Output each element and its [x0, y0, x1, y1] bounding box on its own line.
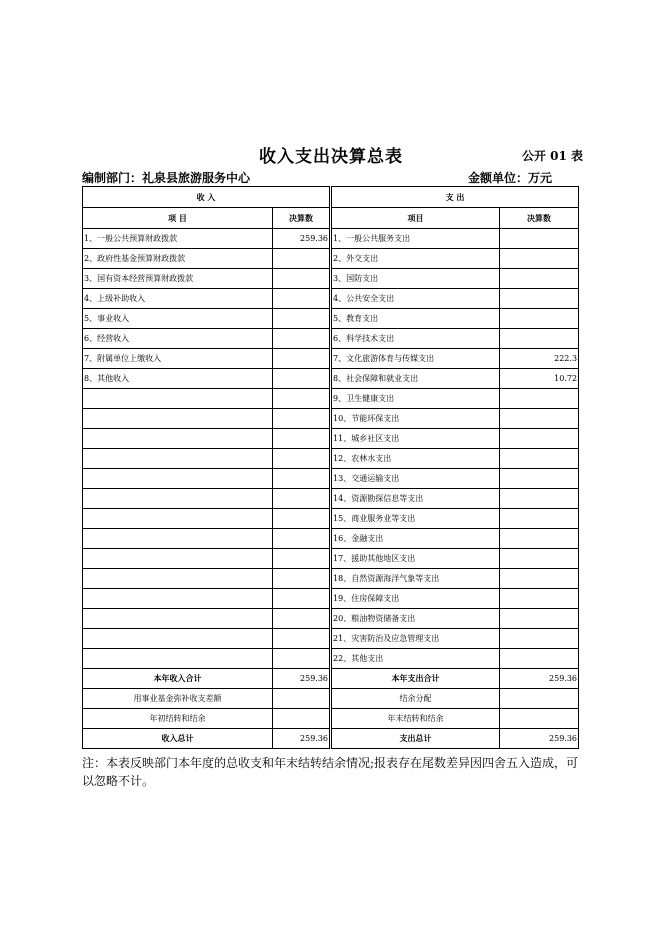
expense-item: 3、国防支出 — [332, 269, 500, 289]
summary-expense-item: 支出总计 — [332, 729, 500, 749]
summary-income-item: 用事业基金弥补收支差额 — [83, 689, 273, 709]
summary-expense-item: 年末结转和结余 — [332, 709, 500, 729]
summary-income-amount: 259.36 — [273, 729, 330, 749]
income-item — [83, 429, 273, 449]
expense-item: 2、外交支出 — [332, 249, 500, 269]
summary-expense-amount: 259.36 — [500, 669, 579, 689]
expense-header: 支 出 — [332, 187, 579, 208]
table-row — [83, 449, 579, 469]
income-item: 7、附属单位上缴收入 — [83, 349, 273, 369]
expense-amount — [500, 289, 579, 309]
table-row — [83, 469, 579, 489]
income-amount — [273, 629, 330, 649]
summary-row — [83, 729, 579, 749]
unit-label: 金额单位：万元 — [468, 171, 553, 185]
column-header-row — [83, 208, 579, 229]
income-item — [83, 529, 273, 549]
income-item — [83, 469, 273, 489]
table-row — [83, 329, 579, 349]
summary-expense-amount — [500, 689, 579, 709]
expense-item: 1、一般公共服务支出 — [332, 229, 500, 249]
income-item — [83, 449, 273, 469]
expense-amount — [500, 469, 579, 489]
table-row — [83, 249, 579, 269]
income-item — [83, 649, 273, 669]
table-row — [83, 269, 579, 289]
income-item — [83, 629, 273, 649]
expense-amount: 222.3 — [500, 349, 579, 369]
summary-income-item: 本年收入合计 — [83, 669, 273, 689]
summary-income-amount — [273, 689, 330, 709]
summary-expense-item: 本年支出合计 — [332, 669, 500, 689]
expense-item: 19、住房保障支出 — [332, 589, 500, 609]
expense-amount — [500, 309, 579, 329]
expense-item: 6、科学技术支出 — [332, 329, 500, 349]
table-row — [83, 349, 579, 369]
income-item — [83, 509, 273, 529]
income-amount — [273, 329, 330, 349]
expense-item: 20、粮油物资储备支出 — [332, 609, 500, 629]
table-row — [83, 509, 579, 529]
income-amount-header: 决算数 — [273, 208, 330, 229]
expense-item: 12、农林水支出 — [332, 449, 500, 469]
summary-income-item: 年初结转和结余 — [83, 709, 273, 729]
table-row — [83, 569, 579, 589]
expense-amount-header: 决算数 — [500, 208, 579, 229]
expense-amount: 10.72 — [500, 369, 579, 389]
expense-amount — [500, 449, 579, 469]
expense-amount — [500, 549, 579, 569]
table-row — [83, 309, 579, 329]
expense-amount — [500, 529, 579, 549]
expense-item: 15、商业服务业等支出 — [332, 509, 500, 529]
income-item-header: 项 目 — [83, 208, 273, 229]
income-amount — [273, 389, 330, 409]
income-amount — [273, 609, 330, 629]
expense-item: 7、文化旅游体育与传媒支出 — [332, 349, 500, 369]
expense-item: 17、援助其他地区支出 — [332, 549, 500, 569]
table-row — [83, 649, 579, 669]
income-amount: 259.36 — [273, 229, 330, 249]
income-amount — [273, 289, 330, 309]
expense-item: 10、节能环保支出 — [332, 409, 500, 429]
income-amount — [273, 309, 330, 329]
form-number: 公开 01 表 — [522, 149, 584, 163]
table-row — [83, 289, 579, 309]
summary-expense-amount: 259.36 — [500, 729, 579, 749]
expense-item: 8、社会保障和就业支出 — [332, 369, 500, 389]
table-row — [83, 529, 579, 549]
income-item — [83, 609, 273, 629]
income-item — [83, 389, 273, 409]
income-amount — [273, 409, 330, 429]
income-item: 6、经营收入 — [83, 329, 273, 349]
income-item — [83, 589, 273, 609]
table-row — [83, 229, 579, 249]
footnote: 注：本表反映部门本年度的总收支和年末结转结余情况;报表存在尾数差异因四舍五入造成，可以忽略不计。 — [82, 756, 579, 788]
income-item: 8、其他收入 — [83, 369, 273, 389]
table-row — [83, 389, 579, 409]
table-row — [83, 589, 579, 609]
summary-income-amount — [273, 709, 330, 729]
income-amount — [273, 569, 330, 589]
expense-item: 18、自然资源海洋气象等支出 — [332, 569, 500, 589]
income-item: 1、一般公共预算财政拨款 — [83, 229, 273, 249]
expense-amount — [500, 389, 579, 409]
expense-amount — [500, 329, 579, 349]
summary-expense-item: 结余分配 — [332, 689, 500, 709]
income-amount — [273, 589, 330, 609]
budget-table — [82, 186, 579, 749]
summary-income-amount: 259.36 — [273, 669, 330, 689]
expense-amount — [500, 229, 579, 249]
expense-amount — [500, 489, 579, 509]
income-amount — [273, 449, 330, 469]
summary-row — [83, 689, 579, 709]
expense-amount — [500, 609, 579, 629]
expense-item: 14、资源勘探信息等支出 — [332, 489, 500, 509]
table-row — [83, 609, 579, 629]
income-item — [83, 549, 273, 569]
table-row — [83, 629, 579, 649]
budget-table-body — [83, 187, 579, 749]
table-row — [83, 489, 579, 509]
income-amount — [273, 269, 330, 289]
expense-item: 13、交通运输支出 — [332, 469, 500, 489]
income-header: 收 入 — [83, 187, 330, 208]
expense-item: 16、金融支出 — [332, 529, 500, 549]
table-row — [83, 369, 579, 389]
expense-amount — [500, 409, 579, 429]
summary-row — [83, 709, 579, 729]
summary-income-item: 收入总计 — [83, 729, 273, 749]
page-title: 收入支出决算总表 — [259, 147, 403, 167]
expense-amount — [500, 429, 579, 449]
expense-amount — [500, 249, 579, 269]
income-amount — [273, 429, 330, 449]
income-amount — [273, 369, 330, 389]
income-item — [83, 409, 273, 429]
income-amount — [273, 549, 330, 569]
income-amount — [273, 649, 330, 669]
expense-amount — [500, 649, 579, 669]
income-item: 3、国有资本经营预算财政拨款 — [83, 269, 273, 289]
expense-item-header: 项目 — [332, 208, 500, 229]
table-row — [83, 429, 579, 449]
table-row — [83, 409, 579, 429]
expense-item: 21、灾害防治及应急管理支出 — [332, 629, 500, 649]
income-item: 4、上级补助收入 — [83, 289, 273, 309]
income-amount — [273, 469, 330, 489]
income-item: 5、事业收入 — [83, 309, 273, 329]
income-amount — [273, 509, 330, 529]
expense-item: 4、公共安全支出 — [332, 289, 500, 309]
income-amount — [273, 489, 330, 509]
expense-amount — [500, 629, 579, 649]
expense-amount — [500, 589, 579, 609]
table-row — [83, 549, 579, 569]
expense-item: 22、其他支出 — [332, 649, 500, 669]
expense-item: 11、城乡社区支出 — [332, 429, 500, 449]
expense-amount — [500, 569, 579, 589]
income-item: 2、政府性基金预算财政拨款 — [83, 249, 273, 269]
income-item — [83, 489, 273, 509]
department-label: 编制部门：礼泉县旅游服务中心 — [82, 171, 251, 185]
income-amount — [273, 529, 330, 549]
income-amount — [273, 249, 330, 269]
income-amount — [273, 349, 330, 369]
summary-row — [83, 669, 579, 689]
section-header-row — [83, 187, 579, 208]
summary-expense-amount — [500, 709, 579, 729]
income-item — [83, 569, 273, 589]
expense-item: 5、教育支出 — [332, 309, 500, 329]
expense-item: 9、卫生健康支出 — [332, 389, 500, 409]
expense-amount — [500, 269, 579, 289]
expense-amount — [500, 509, 579, 529]
